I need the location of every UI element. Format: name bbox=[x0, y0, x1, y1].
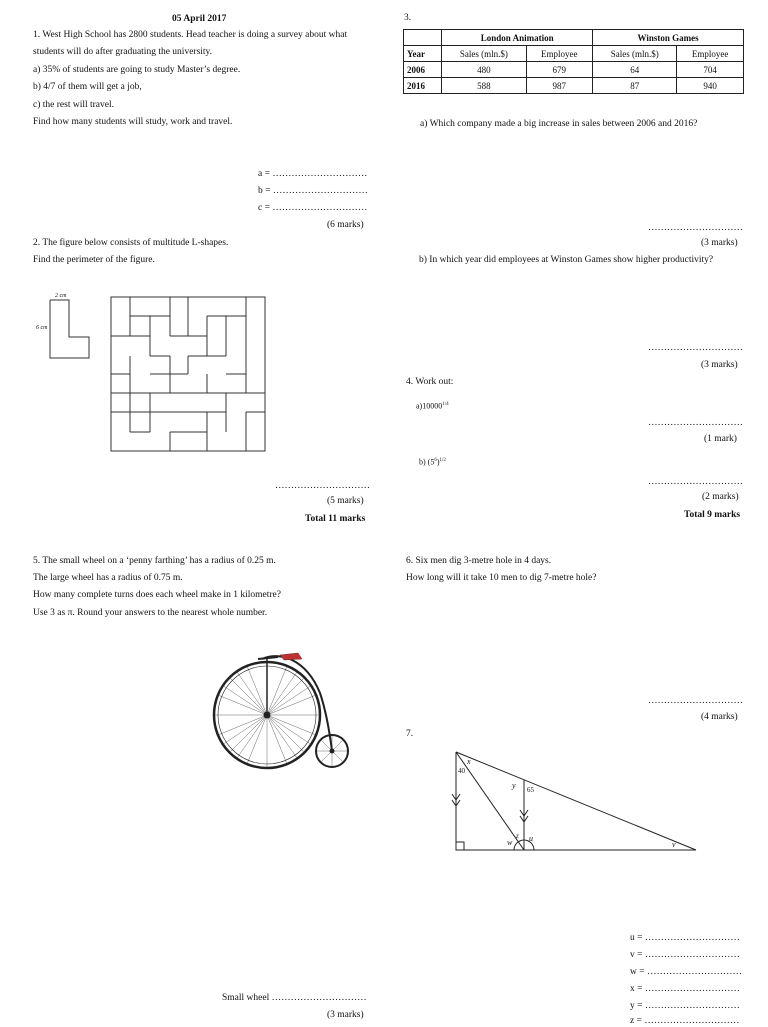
q2-answer[interactable]: ………………………… bbox=[275, 481, 370, 491]
q5-line: Use 3 as π. Round your answers to the nearest whole number. bbox=[33, 608, 268, 618]
q1-answer-b[interactable]: b = ………………………… bbox=[258, 186, 368, 196]
q6-answer[interactable]: ………………………… bbox=[648, 696, 743, 706]
angle-x-label: x bbox=[467, 757, 471, 766]
q4-a-base: a)10000 bbox=[416, 401, 443, 411]
angle-w-label: w bbox=[507, 838, 513, 847]
q3-part-b: b) In which year did employees at Winston Games show higher productivity? bbox=[419, 255, 714, 265]
q4-a-exponent: 1/4 bbox=[442, 402, 449, 407]
l-shape-diagram bbox=[48, 298, 92, 360]
q4-answer-a[interactable]: ………………………… bbox=[648, 418, 743, 428]
q4-expression-a bbox=[416, 402, 449, 411]
q2-total: Total 11 marks bbox=[305, 514, 366, 524]
q1-line: students will do after graduating the university. bbox=[33, 47, 213, 57]
q3-part-a: a) Which company made a big increase in sales between 2006 and 2016? bbox=[420, 119, 698, 129]
q6-line: How long will it take 10 men to dig 7-metre hole? bbox=[406, 573, 597, 583]
q4-b-close: ) bbox=[436, 457, 440, 467]
q2-line: Find the perimeter of the figure. bbox=[33, 255, 155, 265]
angle-z-label: z bbox=[516, 832, 519, 840]
q5-line: 5. The small wheel on a ‘penny farthing’ has a radius of 0.25 m. bbox=[33, 556, 276, 566]
table-cell: 87 bbox=[593, 78, 677, 94]
table-cell: 704 bbox=[677, 62, 744, 78]
q3-marks-b: (3 marks) bbox=[701, 360, 738, 370]
angle-65-label: 65 bbox=[527, 786, 534, 794]
q3-answer-b[interactable]: ………………………… bbox=[648, 343, 743, 353]
table-cell: 940 bbox=[677, 78, 744, 94]
q6-line: 6. Six men dig 3-metre hole in 4 days. bbox=[406, 556, 552, 566]
q7-answer-z[interactable]: z = ………………………… bbox=[630, 1016, 740, 1026]
q7-answer-v[interactable]: v = ………………………… bbox=[630, 950, 740, 960]
q5-line: The large wheel has a radius of 0.75 m. bbox=[33, 573, 183, 583]
table-header-london: London Animation bbox=[442, 30, 593, 46]
q1-answer-c[interactable]: c = ………………………… bbox=[258, 203, 368, 213]
table-cell: 987 bbox=[526, 78, 593, 94]
table-header-employee: Employee bbox=[677, 46, 744, 62]
q5-line: How many complete turns does each wheel make in 1 kilometre? bbox=[33, 590, 281, 600]
q4-total: Total 9 marks bbox=[684, 510, 741, 520]
q1-marks: (6 marks) bbox=[327, 220, 364, 230]
q1-line: a) 35% of students are going to study Master’s degree. bbox=[33, 65, 241, 75]
q4-b-inner-exponent: 6 bbox=[434, 458, 437, 463]
q2-line: 2. The figure below consists of multitude L-shapes. bbox=[33, 238, 229, 248]
q3-answer-a[interactable]: ………………………… bbox=[648, 223, 743, 233]
angle-y-label: y bbox=[512, 781, 516, 790]
page-date: 05 April 2017 bbox=[172, 14, 227, 24]
table-header-sales: Sales (mln.$) bbox=[442, 46, 526, 62]
q4-expression-b bbox=[419, 458, 446, 467]
angle-u-label: u bbox=[529, 834, 533, 843]
table-cell: 480 bbox=[442, 62, 526, 78]
q4-marks-b: (2 marks) bbox=[702, 492, 739, 502]
q2-height-label: 6 cm bbox=[36, 325, 48, 331]
table-cell: 588 bbox=[442, 78, 526, 94]
q6-marks: (4 marks) bbox=[701, 712, 738, 722]
q5-answer[interactable]: Small wheel ………………………… bbox=[222, 993, 367, 1003]
q7-answer-x[interactable]: x = ………………………… bbox=[630, 984, 740, 994]
table-subheader-row bbox=[404, 46, 744, 62]
q4-marks-a: (1 mark) bbox=[704, 434, 737, 444]
table-cell-year: 2006 bbox=[404, 62, 442, 78]
sales-table bbox=[403, 29, 744, 94]
q1-answer-a[interactable]: a = ………………………… bbox=[258, 169, 368, 179]
q1-line: Find how many students will study, work and travel. bbox=[33, 117, 233, 127]
table-cell-year: 2016 bbox=[404, 78, 442, 94]
table-cell bbox=[404, 30, 442, 46]
q3-number: 3. bbox=[404, 13, 412, 23]
q4-title: 4. Work out: bbox=[406, 377, 454, 387]
table-header-row bbox=[404, 30, 744, 46]
q7-number: 7. bbox=[406, 729, 414, 739]
table-header-employee: Employee bbox=[526, 46, 593, 62]
table-header-year: Year bbox=[404, 46, 442, 62]
q7-answer-y[interactable]: y = ………………………… bbox=[630, 1001, 740, 1011]
table-header-winston: Winston Games bbox=[593, 30, 744, 46]
table-row bbox=[404, 62, 744, 78]
triangle-diagram bbox=[448, 748, 703, 856]
q1-line: b) 4/7 of them will get a job, bbox=[33, 82, 142, 92]
angle-40-label: 40 bbox=[458, 767, 465, 775]
q7-answer-u[interactable]: u = ………………………… bbox=[630, 933, 740, 943]
q4-b-base: b) (5 bbox=[419, 457, 435, 467]
q3-marks-a: (3 marks) bbox=[701, 238, 738, 248]
table-row bbox=[404, 78, 744, 94]
table-cell: 64 bbox=[593, 62, 677, 78]
l-shape-grid-figure bbox=[110, 296, 267, 453]
q4-answer-b[interactable]: ………………………… bbox=[648, 477, 743, 487]
angle-v-label: v bbox=[672, 840, 676, 849]
q1-line: c) the rest will travel. bbox=[33, 100, 114, 110]
q5-marks: (3 marks) bbox=[327, 1010, 364, 1020]
q2-marks: (5 marks) bbox=[327, 496, 364, 506]
q7-answer-w[interactable]: w = ………………………… bbox=[630, 967, 742, 977]
table-header-sales: Sales (mln.$) bbox=[593, 46, 677, 62]
table-cell: 679 bbox=[526, 62, 593, 78]
q2-width-label: 2 cm bbox=[55, 293, 67, 299]
penny-farthing-image bbox=[210, 645, 355, 775]
q4-b-exponent: 1/2 bbox=[439, 458, 446, 463]
q1-line: 1. West High School has 2800 students. Head teacher is doing a survey about what bbox=[33, 30, 348, 40]
